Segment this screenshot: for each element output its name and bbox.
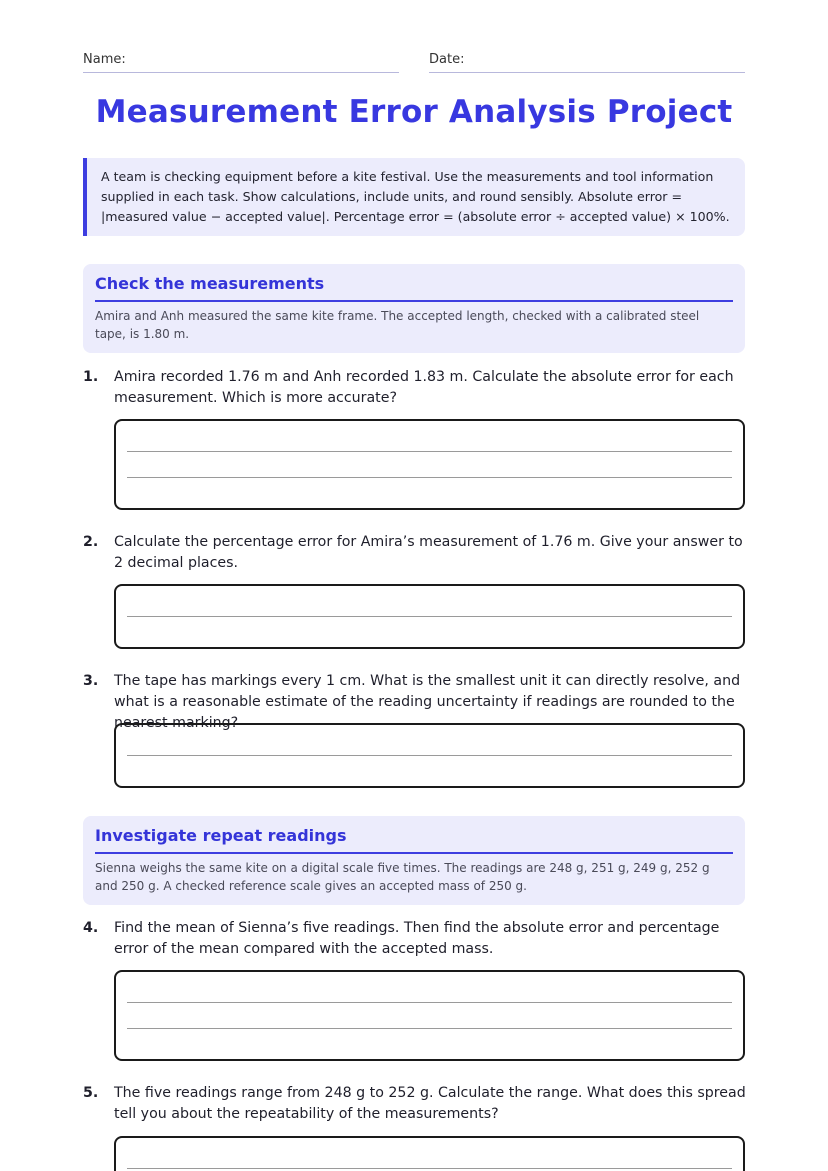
- answer-box-4[interactable]: [114, 970, 745, 1061]
- section-check-measurements: [83, 264, 745, 353]
- section-title: Check the measurements: [95, 274, 733, 302]
- question-3: [83, 671, 745, 731]
- page-title: Measurement Error Analysis Project: [95, 94, 733, 130]
- answer-box-3[interactable]: [114, 723, 745, 788]
- header-fields: [83, 52, 745, 74]
- question-text: Amira recorded 1.76 m and Anh recorded 1.83 m. Calculate the absolute error for each measurement. Which is more accurate?: [114, 369, 734, 406]
- answer-line: [127, 1168, 732, 1169]
- question-text: Find the mean of Sienna’s five readings. Then find the absolute error and percentage error of the mean compared with the accepted mass.: [114, 920, 720, 957]
- section-description: Sienna weighs the same kite on a digital scale five times. The readings are 248 g, 251 g, 249 g, 252 g and 250 g. A checked reference scale gives an accepted mass of 250 g.: [95, 861, 710, 893]
- answer-line: [127, 755, 732, 756]
- answer-line: [127, 1002, 732, 1003]
- question-text: Calculate the percentage error for Amira’s measurement of 1.76 m. Give your answer to 2 decimal places.: [114, 534, 743, 571]
- question-number: 1.: [83, 369, 99, 385]
- answer-line: [127, 451, 732, 452]
- answer-box-1[interactable]: [114, 419, 745, 510]
- answer-line: [127, 1028, 732, 1029]
- question-number: 5.: [83, 1085, 99, 1101]
- intro-box: A team is checking equipment before a kite festival. Use the measurements and tool information supplied in each task. Show calculations, include units, and round sensibly. Absolute error = |measured value − accepted value|. Percentage error = (absolute error ÷ accepted value) × 100%.: [83, 158, 745, 236]
- answer-line: [127, 616, 732, 617]
- name-label: Name:: [83, 52, 126, 67]
- answer-box-2[interactable]: [114, 584, 745, 649]
- answer-box-5[interactable]: [114, 1136, 745, 1171]
- section-title: Investigate repeat readings: [95, 826, 733, 854]
- section-repeat-readings: [83, 816, 745, 905]
- question-2: [83, 532, 745, 576]
- date-label: Date:: [429, 52, 465, 67]
- question-4: [83, 918, 745, 962]
- question-number: 2.: [83, 534, 99, 550]
- question-1: [83, 367, 745, 411]
- question-number: 4.: [83, 920, 99, 936]
- answer-line: [127, 477, 732, 478]
- question-5: [83, 1083, 745, 1127]
- name-field[interactable]: [83, 52, 399, 73]
- question-text: The tape has markings every 1 cm. What is the smallest unit it can directly resolve, and what is a reasonable estimate of the reading uncertainty if readings are rounded to the nearest marking?: [114, 673, 741, 731]
- section-description: Amira and Anh measured the same kite frame. The accepted length, checked with a calibrated steel tape, is 1.80 m.: [95, 309, 700, 341]
- date-field[interactable]: [429, 52, 745, 73]
- question-number: 3.: [83, 673, 99, 689]
- question-text: The five readings range from 248 g to 252 g. Calculate the range. What does this spread tell you about the repeatability of the measurements?: [114, 1085, 746, 1122]
